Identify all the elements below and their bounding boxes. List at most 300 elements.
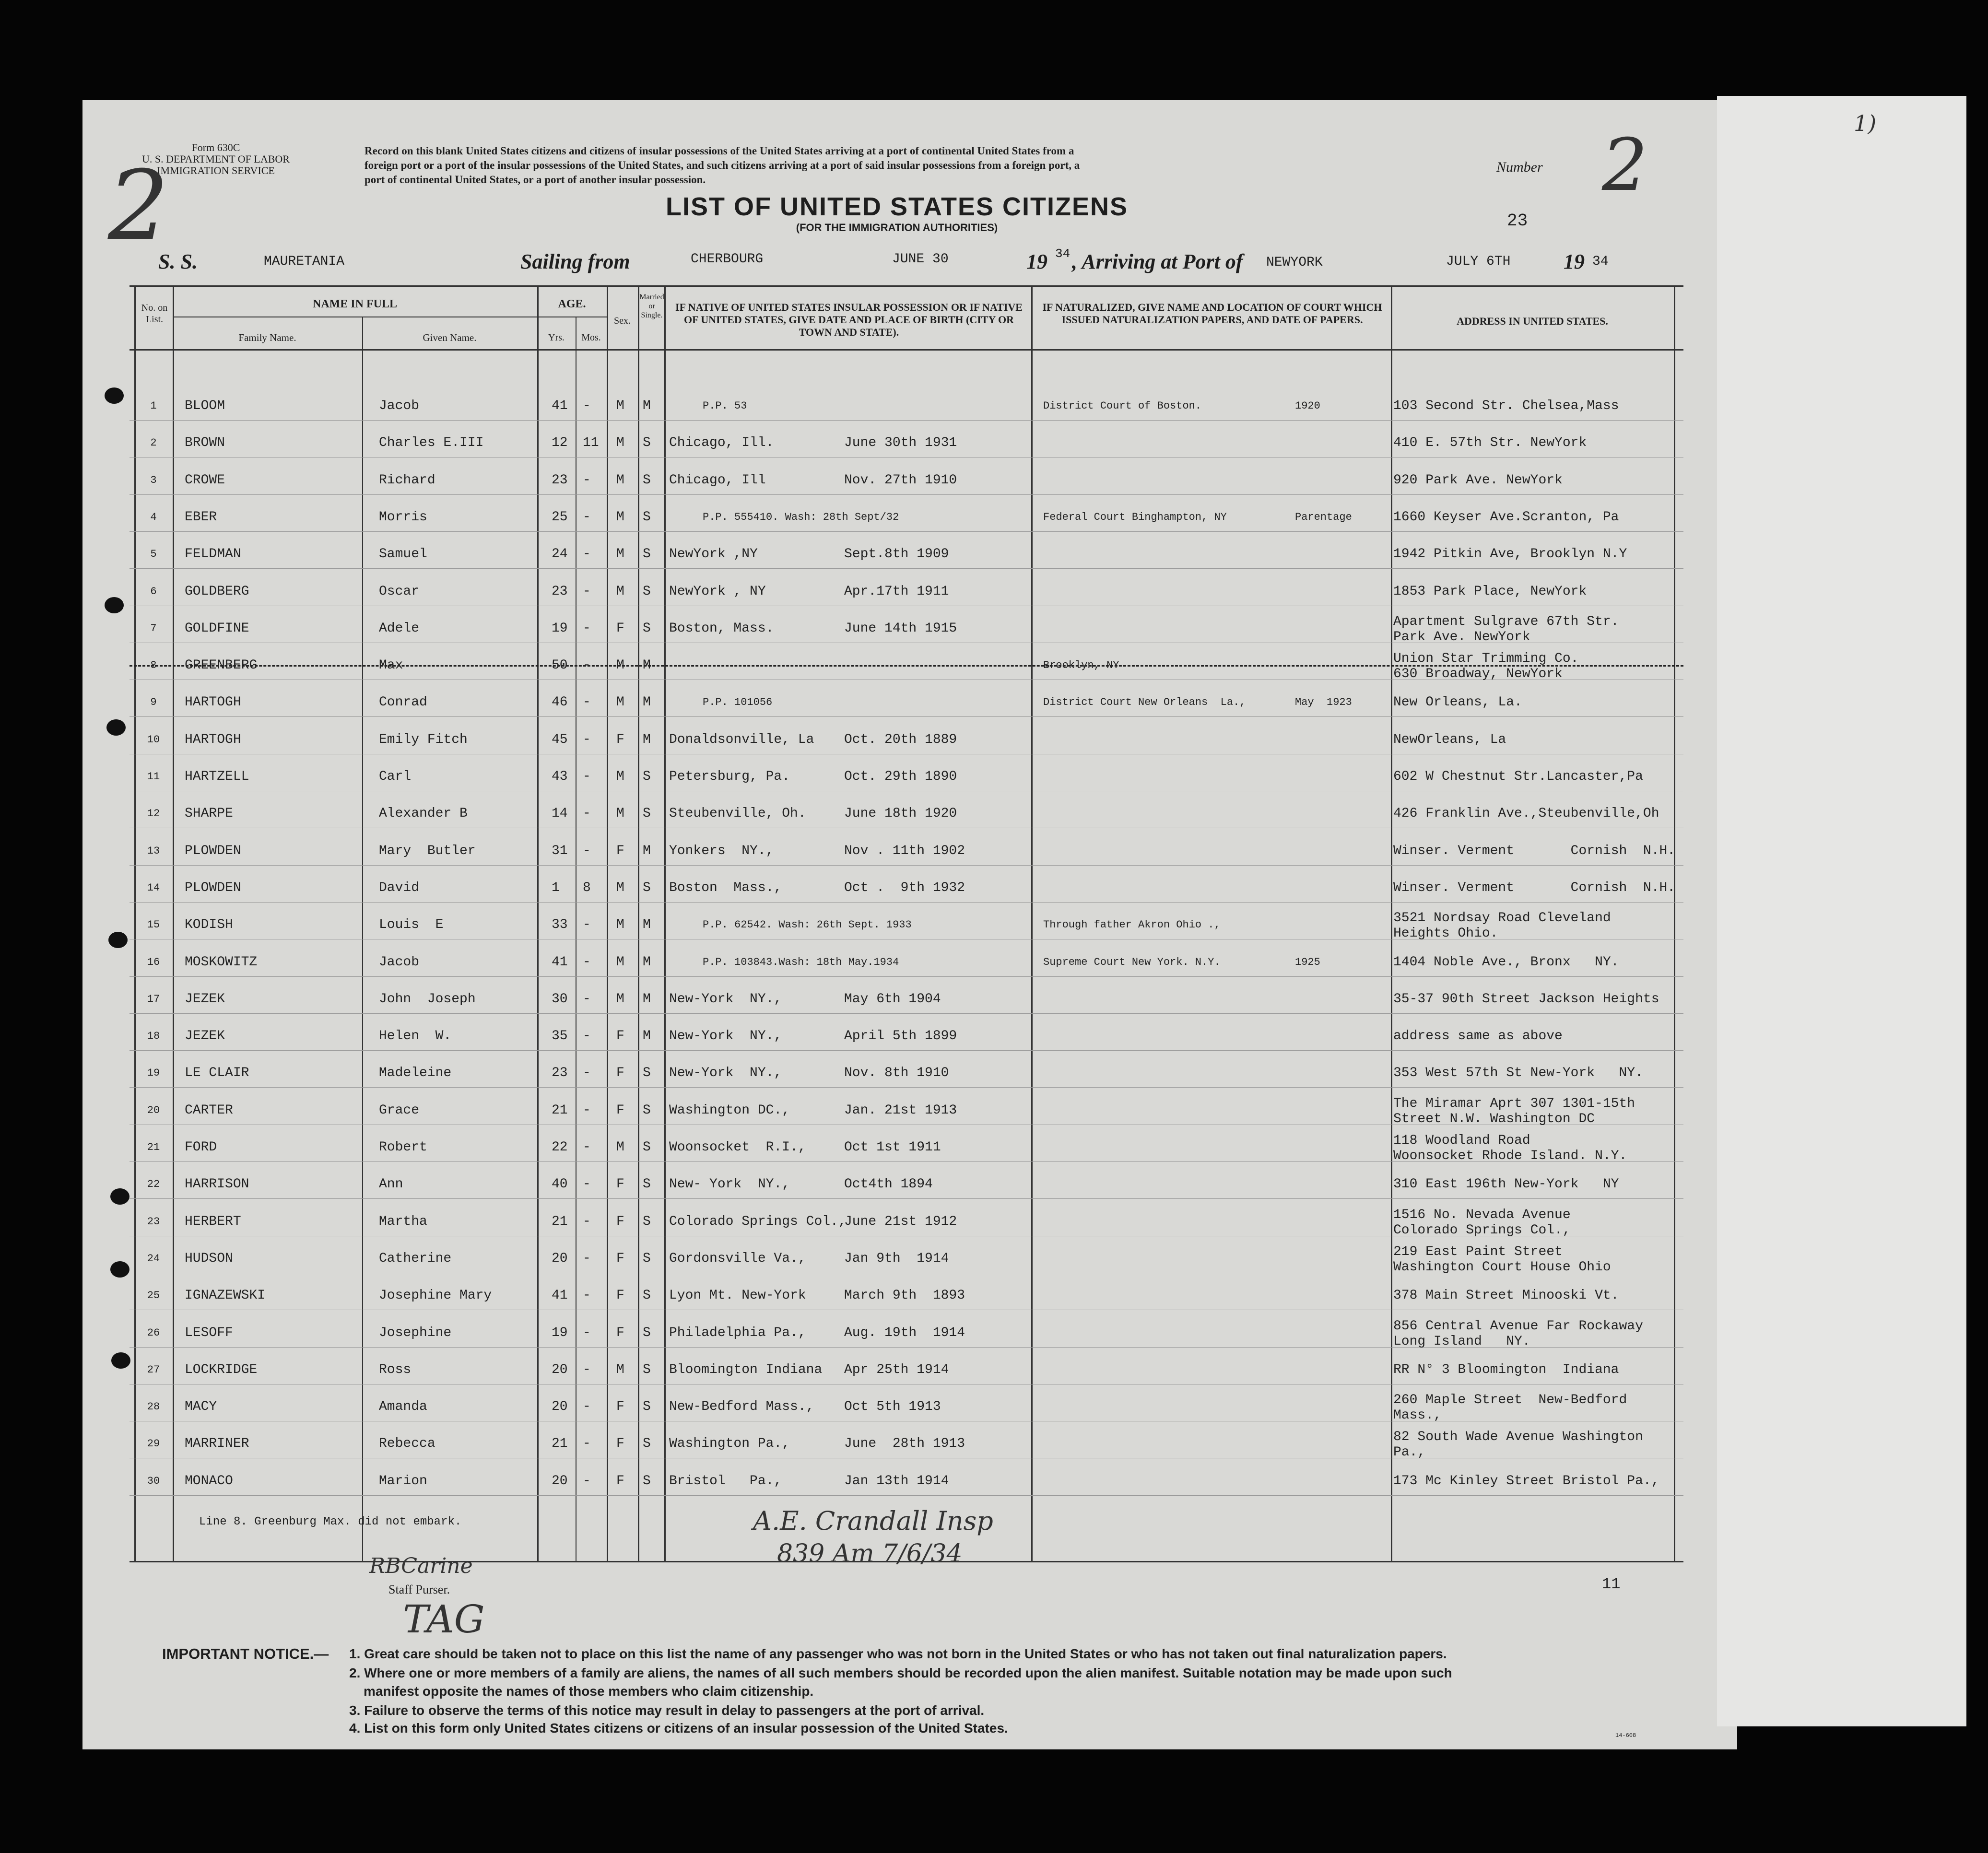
age-years: 20 bbox=[552, 1362, 568, 1377]
sex: F bbox=[616, 1325, 624, 1340]
print-code: 14-608 bbox=[1615, 1732, 1636, 1739]
row-number: 12 bbox=[147, 808, 160, 820]
birth-date: June 21st 1912 bbox=[844, 1214, 957, 1229]
header-sex: Sex. bbox=[614, 316, 631, 326]
given-name: Mary Butler bbox=[379, 843, 476, 858]
age-months: - bbox=[583, 1288, 591, 1303]
given-name: Josephine Mary bbox=[379, 1288, 492, 1303]
row-number: 5 bbox=[150, 548, 157, 561]
number-value: 2 bbox=[1602, 124, 1648, 207]
given-name: Louis E bbox=[379, 917, 444, 933]
row-number: 19 bbox=[147, 1067, 160, 1079]
given-name: Amanda bbox=[379, 1399, 427, 1415]
naturalization-court: District Court of Boston. bbox=[1043, 400, 1202, 412]
marital-status: S bbox=[643, 621, 651, 636]
address-line1: New Orleans, La. bbox=[1393, 695, 1522, 710]
age-months: 8 bbox=[583, 880, 591, 895]
naturalization-date: 1925 bbox=[1295, 956, 1320, 968]
birth-date: March 9th 1893 bbox=[844, 1288, 965, 1303]
age-years: 41 bbox=[552, 954, 568, 970]
birth-date: Oct . 9th 1932 bbox=[844, 880, 965, 895]
age-years: 50 bbox=[552, 658, 568, 673]
service: IMMIGRATION SERVICE bbox=[157, 164, 275, 176]
birth-place: Petersburg, Pa. bbox=[669, 769, 790, 784]
family-name: MONACO bbox=[185, 1473, 233, 1489]
given-name: Morris bbox=[379, 509, 427, 525]
header-married: Married or Single. bbox=[639, 293, 664, 319]
address-line1: 920 Park Ave. NewYork bbox=[1393, 472, 1563, 488]
naturalization-court: Supreme Court New York. N.Y. bbox=[1043, 956, 1221, 968]
corner-mark: 1) bbox=[1854, 110, 1877, 136]
sex: M bbox=[616, 695, 624, 710]
address-line2: Heights Ohio. bbox=[1393, 926, 1498, 941]
sailing-date: JUNE 30 bbox=[892, 252, 949, 267]
age-months: - bbox=[583, 1214, 591, 1229]
birth-place: NewYork , NY bbox=[669, 584, 766, 599]
given-name: John Joseph bbox=[379, 991, 476, 1007]
notice-label: IMPORTANT NOTICE.— bbox=[162, 1645, 329, 1662]
age-months: - bbox=[583, 1399, 591, 1415]
age-years: 35 bbox=[552, 1029, 568, 1044]
header-no: No. on List. bbox=[141, 303, 168, 325]
sailing-port: CHERBOURG bbox=[691, 252, 764, 267]
birth-date: Oct4th 1894 bbox=[844, 1177, 933, 1192]
birth-place: Steubenville, Oh. bbox=[669, 806, 806, 821]
sex: M bbox=[616, 769, 624, 784]
address-line1: 1853 Park Place, NewYork bbox=[1393, 584, 1587, 599]
address-line1: 173 Mc Kinley Street Bristol Pa., bbox=[1393, 1473, 1659, 1489]
address-line1: 1942 Pitkin Ave, Brooklyn N.Y bbox=[1393, 547, 1627, 562]
family-name: IGNAZEWSKI bbox=[185, 1288, 266, 1303]
given-name: Emily Fitch bbox=[379, 732, 468, 747]
birth-place: Donaldsonville, La bbox=[669, 732, 814, 747]
birth-place: New-York NY., bbox=[669, 991, 782, 1007]
naturalization-date: 1920 bbox=[1295, 400, 1320, 412]
page-subtitle: (FOR THE IMMIGRATION AUTHORITIES) bbox=[796, 222, 998, 234]
age-months: - bbox=[583, 547, 591, 562]
marital-status: S bbox=[643, 472, 651, 488]
family-name: LE CLAIR bbox=[185, 1066, 249, 1081]
family-name: MARRINER bbox=[185, 1436, 249, 1452]
sex: F bbox=[616, 732, 624, 747]
sex: M bbox=[616, 991, 624, 1007]
age-months: - bbox=[583, 658, 591, 673]
sex: M bbox=[616, 435, 624, 451]
birth-place: Woonsocket R.I., bbox=[669, 1140, 806, 1155]
row-number: 15 bbox=[147, 919, 160, 931]
birth-place: New- York NY., bbox=[669, 1177, 790, 1192]
age-months: - bbox=[583, 1436, 591, 1452]
given-name: Madeleine bbox=[379, 1066, 452, 1081]
birth-date: Jan 13th 1914 bbox=[844, 1473, 949, 1489]
row-number: 20 bbox=[147, 1104, 160, 1116]
sex: F bbox=[616, 1214, 624, 1229]
marital-status: S bbox=[643, 509, 651, 525]
age-years: 46 bbox=[552, 695, 568, 710]
row-number: 22 bbox=[147, 1178, 160, 1191]
address-line2: Park Ave. NewYork bbox=[1393, 629, 1530, 645]
birth-place: Chicago, Ill. bbox=[669, 435, 774, 451]
address-line1: address same as above bbox=[1393, 1029, 1563, 1044]
age-years: 23 bbox=[552, 584, 568, 599]
birth-place: Boston Mass., bbox=[669, 880, 782, 895]
age-months: - bbox=[583, 1473, 591, 1489]
naturalization-date: Parentage bbox=[1295, 511, 1352, 523]
given-name: Catherine bbox=[379, 1251, 452, 1266]
address-line1: 353 West 57th St New-York NY. bbox=[1393, 1066, 1643, 1081]
age-years: 23 bbox=[552, 1066, 568, 1081]
age-months: - bbox=[583, 1362, 591, 1377]
header-age: AGE. bbox=[558, 298, 586, 310]
age-years: 40 bbox=[552, 1177, 568, 1192]
age-months: - bbox=[583, 1177, 591, 1192]
birth-place: Bloomington Indiana bbox=[669, 1362, 823, 1377]
address-line2: Woonsocket Rhode Island. N.Y. bbox=[1393, 1149, 1627, 1163]
sex: F bbox=[616, 1102, 624, 1118]
address-line1: 260 Maple Street New-Bedford bbox=[1393, 1393, 1627, 1408]
address-line2: Colorado Springs Col., bbox=[1393, 1222, 1571, 1238]
header-given: Given Name. bbox=[423, 332, 477, 343]
birth-date: Oct 1st 1911 bbox=[844, 1140, 941, 1155]
marital-status: S bbox=[643, 769, 651, 784]
birth-date: June 30th 1931 bbox=[844, 435, 957, 451]
given-name: Max bbox=[379, 658, 403, 673]
birth-date: April 5th 1899 bbox=[844, 1029, 957, 1044]
birth-date: May 6th 1904 bbox=[844, 991, 941, 1007]
birth-date: P.P. 62542. Wash: 26th Sept. 1933 bbox=[703, 919, 912, 931]
birth-place: Philadelphia Pa., bbox=[669, 1325, 806, 1340]
sex: F bbox=[616, 1177, 624, 1192]
age-years: 12 bbox=[552, 435, 568, 451]
marital-status: S bbox=[643, 1102, 651, 1118]
age-months: - bbox=[583, 472, 591, 488]
sex: M bbox=[616, 399, 624, 413]
row-rule bbox=[129, 568, 1683, 569]
given-name: Robert bbox=[379, 1140, 427, 1155]
ss-label: S. S. bbox=[158, 250, 198, 273]
sex: M bbox=[616, 509, 624, 525]
given-name: Josephine bbox=[379, 1325, 452, 1340]
age-months: - bbox=[583, 695, 591, 710]
sex: M bbox=[616, 954, 624, 970]
ship-name: MAURETANIA bbox=[264, 254, 345, 269]
form-id: Form 630C bbox=[191, 141, 240, 153]
marital-status: S bbox=[643, 435, 651, 451]
family-name: CROWE bbox=[185, 472, 225, 488]
given-name: Richard bbox=[379, 472, 435, 488]
birth-place: Boston, Mass. bbox=[669, 621, 774, 636]
marital-status: S bbox=[643, 880, 651, 895]
birth-date: Nov . 11th 1902 bbox=[844, 843, 965, 858]
address-line1: 856 Central Avenue Far Rockaway bbox=[1393, 1318, 1643, 1334]
age-years: 19 bbox=[552, 621, 568, 636]
family-name: LOCKRIDGE bbox=[185, 1362, 258, 1377]
address-line2: Pa., bbox=[1393, 1445, 1426, 1460]
marital-status: S bbox=[643, 547, 651, 562]
address-line1: The Miramar Aprt 307 1301-15th bbox=[1393, 1096, 1635, 1111]
sex: F bbox=[616, 1066, 624, 1081]
family-name: JEZEK bbox=[185, 991, 225, 1007]
birth-date: Nov. 27th 1910 bbox=[844, 472, 957, 488]
punch-hole bbox=[106, 719, 126, 736]
given-name: Carl bbox=[379, 769, 412, 784]
given-name: Marion bbox=[379, 1473, 427, 1489]
age-months: - bbox=[583, 917, 591, 933]
age-years: 14 bbox=[552, 806, 568, 821]
notice-item: 1. Great care should be taken not to place on this list the name of any passenger who was not born in the United States or who has not taken out final naturalization papers. bbox=[349, 1646, 1447, 1661]
age-months: - bbox=[583, 1325, 591, 1340]
sex: F bbox=[616, 1473, 624, 1489]
header-address: ADDRESS IN UNITED STATES. bbox=[1457, 315, 1608, 327]
family-name: CARTER bbox=[185, 1102, 233, 1118]
marital-status: S bbox=[643, 1251, 651, 1266]
age-years: 41 bbox=[552, 399, 568, 413]
notice-item: 2. Where one or more members of a family are aliens, the names of all such members should be recorded upon the alien manifest. Suitable notation may be made upon such bbox=[349, 1665, 1452, 1680]
initials-mark: TAG bbox=[403, 1597, 485, 1642]
age-years: 24 bbox=[552, 547, 568, 562]
instruction-line: port of continental United States, or a port of another insular possession. bbox=[365, 174, 706, 186]
age-years: 45 bbox=[552, 732, 568, 747]
family-name: BLOOM bbox=[185, 399, 225, 413]
family-name: PLOWDEN bbox=[185, 880, 241, 895]
marital-status: M bbox=[643, 732, 651, 747]
sex: M bbox=[616, 584, 624, 599]
given-name: Helen W. bbox=[379, 1029, 452, 1044]
given-name: Conrad bbox=[379, 695, 427, 710]
address-line2: Washington Court House Ohio bbox=[1393, 1259, 1611, 1275]
address-line1: Union Star Trimming Co. bbox=[1393, 651, 1579, 667]
marital-status: S bbox=[643, 584, 651, 599]
instruction-line: Record on this blank United States citizens and citizens of insular possessions of the United States arriving at a port of continental United States from a bbox=[365, 145, 1074, 157]
naturalization-court: Federal Court Binghampton, NY bbox=[1043, 511, 1227, 523]
given-name: Grace bbox=[379, 1102, 420, 1118]
address-line1: 219 East Paint Street bbox=[1393, 1244, 1563, 1259]
row-rule bbox=[129, 902, 1683, 903]
row-number: 17 bbox=[147, 993, 160, 1005]
line8-note: Line 8. Greenburg Max. did not embark. bbox=[199, 1515, 462, 1528]
sex: F bbox=[616, 1288, 624, 1303]
marital-status: S bbox=[643, 1214, 651, 1229]
address-line1: 1516 No. Nevada Avenue bbox=[1393, 1207, 1571, 1222]
page-title: LIST OF UNITED STATES CITIZENS bbox=[666, 192, 1128, 221]
page-footer-mark: 11 bbox=[1602, 1575, 1621, 1593]
column-rule bbox=[1031, 285, 1033, 1561]
sex: M bbox=[616, 547, 624, 562]
header-family: Family Name. bbox=[238, 332, 296, 343]
family-name: HARTZELL bbox=[185, 769, 249, 784]
arrival-date: JULY 6TH bbox=[1446, 254, 1511, 269]
row-rule bbox=[129, 716, 1683, 717]
column-rule bbox=[638, 285, 639, 1561]
row-number: 30 bbox=[147, 1475, 160, 1487]
age-years: 19 bbox=[552, 1325, 568, 1340]
arrival-year: 34 bbox=[1592, 254, 1609, 269]
row-number: 27 bbox=[147, 1363, 160, 1376]
marital-status: S bbox=[643, 1066, 651, 1081]
age-years: 25 bbox=[552, 509, 568, 525]
sex: F bbox=[616, 621, 624, 636]
address-line1: 82 South Wade Avenue Washington bbox=[1393, 1430, 1643, 1445]
birth-date: P.P. 103843.Wash: 18th May.1934 bbox=[703, 956, 899, 968]
address-line1: Winser. Verment Cornish N.H. bbox=[1393, 880, 1676, 895]
sex: M bbox=[616, 917, 624, 933]
age-years: 22 bbox=[552, 1140, 568, 1155]
purser-title: Staff Purser. bbox=[388, 1583, 450, 1596]
birth-place: Chicago, Ill bbox=[669, 472, 766, 488]
row-number: 13 bbox=[147, 844, 160, 857]
row-number: 8 bbox=[150, 659, 157, 672]
birth-place: NewYork ,NY bbox=[669, 547, 758, 562]
birth-place: New-York NY., bbox=[669, 1066, 782, 1081]
row-number: 23 bbox=[147, 1215, 160, 1228]
column-rule bbox=[664, 285, 666, 1561]
sex: F bbox=[616, 1029, 624, 1044]
address-line1: Winser. Verment Cornish N.H. bbox=[1393, 843, 1676, 858]
family-name: GREENBERG bbox=[185, 658, 258, 673]
birth-place: New-York NY., bbox=[669, 1029, 782, 1044]
header-name-in-full: NAME IN FULL bbox=[312, 298, 397, 310]
birth-place: Gordonsville Va., bbox=[669, 1251, 806, 1266]
given-name: Adele bbox=[379, 621, 420, 636]
birth-place: Yonkers NY., bbox=[669, 843, 774, 858]
family-name: GOLDBERG bbox=[185, 584, 249, 599]
marital-status: S bbox=[643, 1362, 651, 1377]
family-name: PLOWDEN bbox=[185, 843, 241, 858]
punch-hole bbox=[110, 1188, 129, 1205]
birth-date: Apr.17th 1911 bbox=[844, 584, 949, 599]
age-months: - bbox=[583, 584, 591, 599]
strikethrough-line bbox=[129, 665, 1683, 667]
sex: F bbox=[616, 1251, 624, 1266]
age-years: 31 bbox=[552, 843, 568, 858]
marital-status: M bbox=[643, 1029, 651, 1044]
purser-signature: RBCarine bbox=[369, 1554, 473, 1578]
given-name: Oscar bbox=[379, 584, 420, 599]
age-months: - bbox=[583, 732, 591, 747]
address-line2: 630 Broadway, NewYork bbox=[1393, 667, 1563, 682]
column-rule bbox=[1391, 285, 1392, 1561]
sex: M bbox=[616, 658, 624, 673]
birth-place: Colorado Springs Col., bbox=[669, 1214, 847, 1229]
age-months: 11 bbox=[583, 435, 599, 451]
sex: F bbox=[616, 1399, 624, 1415]
birth-place: Washington Pa., bbox=[669, 1436, 790, 1452]
header-naturalized: IF NATURALIZED, GIVE NAME AND LOCATION OF COURT WHICH ISSUED NATURALIZATION PAPERS, AND DATE OF PAPERS. bbox=[1042, 301, 1382, 326]
sex: F bbox=[616, 843, 624, 858]
arrival-port: NEWYORK bbox=[1266, 255, 1323, 270]
birth-date: Oct. 20th 1889 bbox=[844, 732, 957, 747]
address-line1: 1660 Keyser Ave.Scranton, Pa bbox=[1393, 509, 1619, 525]
marital-status: M bbox=[643, 399, 651, 413]
row-rule bbox=[129, 865, 1683, 866]
punch-hole bbox=[108, 932, 128, 948]
row-rule bbox=[129, 1087, 1683, 1088]
family-name: KODISH bbox=[185, 917, 233, 933]
sex: F bbox=[616, 1436, 624, 1452]
age-years: 43 bbox=[552, 769, 568, 784]
marital-status: S bbox=[643, 1140, 651, 1155]
age-years: 1 bbox=[552, 880, 560, 895]
age-years: 41 bbox=[552, 1288, 568, 1303]
age-months: - bbox=[583, 399, 591, 413]
marital-status: S bbox=[643, 806, 651, 821]
row-number: 4 bbox=[150, 511, 157, 523]
birth-date: Jan 9th 1914 bbox=[844, 1251, 949, 1266]
age-months: - bbox=[583, 621, 591, 636]
column-rule bbox=[173, 285, 174, 1561]
birth-place: Washington DC., bbox=[669, 1102, 790, 1118]
row-rule bbox=[129, 420, 1683, 421]
given-name: Rebecca bbox=[379, 1436, 435, 1452]
family-name: FORD bbox=[185, 1140, 217, 1155]
age-months: - bbox=[583, 991, 591, 1007]
address-line1: 310 East 196th New-York NY bbox=[1393, 1177, 1619, 1192]
family-name: JEZEK bbox=[185, 1029, 225, 1044]
family-name: HERBERT bbox=[185, 1214, 241, 1229]
given-name: Martha bbox=[379, 1214, 427, 1229]
marital-status: S bbox=[643, 1325, 651, 1340]
birth-date: Jan. 21st 1913 bbox=[844, 1102, 957, 1118]
voyage-line bbox=[158, 246, 1693, 278]
birth-place: Bristol Pa., bbox=[669, 1473, 782, 1489]
family-name: HARTOGH bbox=[185, 732, 241, 747]
row-rule bbox=[129, 1050, 1683, 1051]
column-rule bbox=[537, 285, 539, 1561]
birth-date: P.P. 53 bbox=[703, 400, 747, 412]
age-months: - bbox=[583, 1102, 591, 1118]
age-months: - bbox=[583, 1066, 591, 1081]
birth-date: Nov. 8th 1910 bbox=[844, 1066, 949, 1081]
birth-date: Oct 5th 1913 bbox=[844, 1399, 941, 1415]
row-rule bbox=[129, 1495, 1683, 1496]
notice-item: manifest opposite the names of those members who claim citizenship. bbox=[364, 1684, 814, 1699]
row-number: 7 bbox=[150, 622, 157, 634]
age-years: 33 bbox=[552, 917, 568, 933]
page-count: 23 bbox=[1507, 211, 1528, 231]
age-months: - bbox=[583, 843, 591, 858]
age-years: 30 bbox=[552, 991, 568, 1007]
address-line1: Apartment Sulgrave 67th Str. bbox=[1393, 614, 1619, 629]
instructions bbox=[365, 144, 1439, 187]
row-number: 25 bbox=[147, 1290, 160, 1302]
arriving-label: , Arriving at Port of bbox=[1072, 250, 1243, 273]
adjacent-sheet-edge bbox=[1717, 96, 1966, 1726]
row-number: 14 bbox=[147, 881, 160, 894]
naturalization-date: May 1923 bbox=[1295, 696, 1352, 709]
punch-hole bbox=[105, 597, 124, 613]
address-line1: 118 Woodland Road bbox=[1393, 1133, 1530, 1148]
row-rule bbox=[129, 531, 1683, 532]
age-months: - bbox=[583, 806, 591, 821]
row-number: 21 bbox=[147, 1141, 160, 1153]
birth-date: P.P. 101056 bbox=[703, 696, 773, 709]
birth-date: Apr 25th 1914 bbox=[844, 1362, 949, 1377]
table-top-rule bbox=[129, 285, 1683, 287]
marital-status: S bbox=[643, 1399, 651, 1415]
address-line1: 602 W Chestnut Str.Lancaster,Pa bbox=[1393, 769, 1643, 784]
row-number: 2 bbox=[150, 437, 157, 449]
instruction-line: foreign port or a port of the insular possessions of the United States, and such citizens arriving at a port of said insular possessions from a foreign port, a bbox=[365, 159, 1080, 171]
address-line1: 426 Franklin Ave.,Steubenville,Oh bbox=[1393, 806, 1659, 821]
header-mos: Mos. bbox=[581, 332, 601, 343]
column-rule bbox=[134, 285, 136, 1561]
marital-status: S bbox=[643, 1288, 651, 1303]
marital-status: S bbox=[643, 1473, 651, 1489]
notice-item: 3. Failure to observe the terms of this notice may result in delay to passengers at the port of arrival. bbox=[349, 1703, 985, 1718]
address-line2: Long Island NY. bbox=[1393, 1334, 1530, 1349]
family-name: MOSKOWITZ bbox=[185, 954, 258, 970]
row-number: 3 bbox=[150, 474, 157, 486]
